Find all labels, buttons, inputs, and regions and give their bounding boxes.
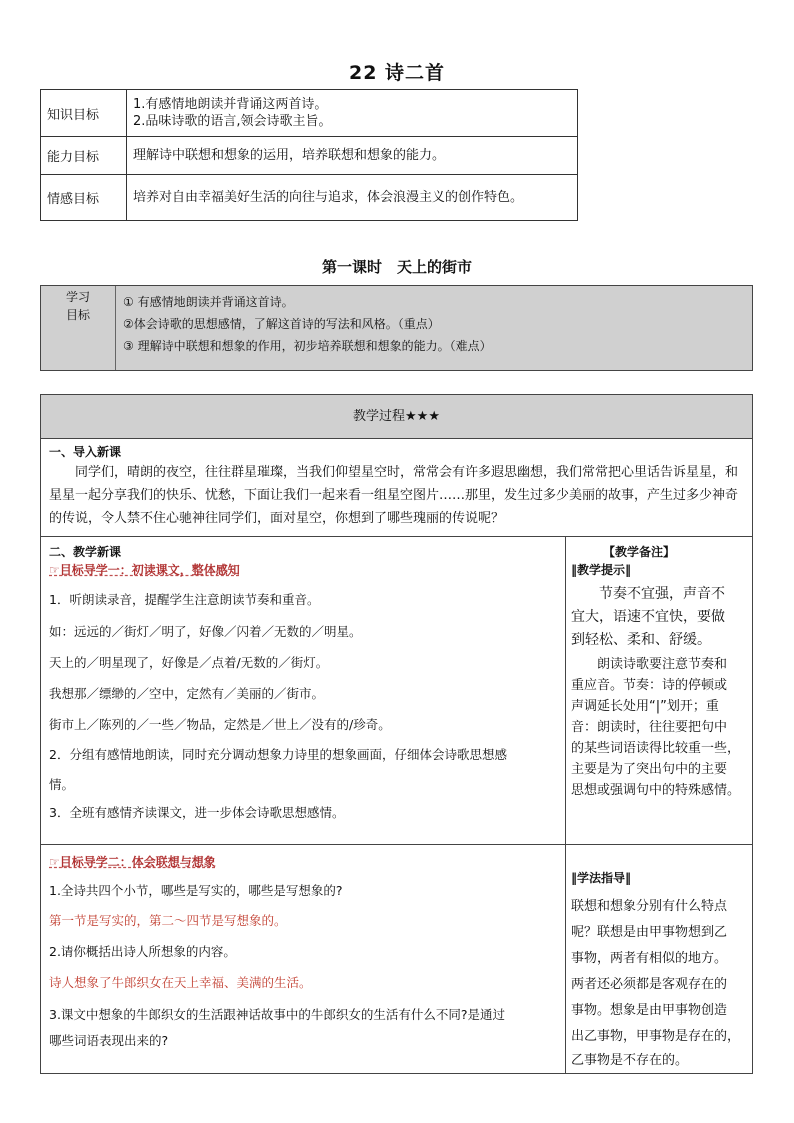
tip-line: 朗读诗歌要注意节奏和 — [571, 657, 728, 672]
study-item: ②体会诗歌的思想感情，了解这首诗的写法和风格。（重点） — [123, 317, 440, 331]
text-line: 情。 — [49, 777, 75, 792]
section-intro — [41, 439, 752, 537]
method-line: 联想和想象分别有什么特点 — [571, 899, 728, 914]
section-heading: 二、教学新课 — [49, 545, 122, 559]
goal-value — [127, 90, 578, 137]
study-label-line: 目标 — [65, 308, 90, 322]
text-line: 如：远远的／街灯／明了，好像／闪着／无数的／明星。 — [49, 624, 362, 639]
section-text: 同学们，晴朗的夜空，往往群星璀璨，当我们仰望星空时，常常会有许多遐思幽想，我们常常把心里话告诉星星，和星星一起分享我们的快乐、忧愁，下面让我们一起来看一组星空图片……那里，发生过多少美丽的故事，产生过多少神奇的传说，令人禁不住心驰神往同学们，面对星空，你想到了哪些瑰丽的传说呢？ — [49, 465, 739, 526]
section-heading: 一、导入新课 — [49, 445, 122, 459]
tip-heading: ‖教学提示‖ — [571, 563, 632, 577]
answer-line: 第一节是写实的，第二～四节是写想象的。 — [49, 913, 287, 928]
tip-line: 宜大，语速不宜快，要做 — [571, 609, 725, 625]
section-new-lesson — [41, 537, 565, 1074]
tip-line: 思想或强调句中的特殊感情。 — [571, 783, 741, 798]
tip-line: 到轻松、柔和、舒缓。 — [571, 632, 711, 648]
goal-value — [127, 137, 578, 175]
objectives-table — [40, 89, 578, 221]
answer-line: 诗人想象了牛郎织女在天上幸福、美满的生活。 — [49, 975, 312, 990]
study-objectives-box — [40, 285, 753, 371]
method-line: 两者还必须都是客观存在的 — [571, 977, 728, 992]
question-line: 哪些词语表现出来的? — [49, 1033, 169, 1048]
study-item: ③ 理解诗中联想和想象的作用，初步培养联想和想象的能力。（难点） — [123, 339, 492, 353]
text-line: 天上的／明星现了，好像是／点着/无数的／街灯。 — [49, 655, 329, 670]
tip-line: 重应音。节奏：诗的停顿或 — [571, 678, 728, 693]
goal-label: 情感目标 — [41, 175, 127, 221]
question-line: 1.全诗共四个小节，哪些是写实的，哪些是写想象的? — [49, 883, 343, 898]
goal-line: 1.有感情地朗读并背诵这两首诗。 — [133, 97, 328, 112]
page-title: 22 诗二首 — [348, 62, 446, 84]
notes-title: 【教学备注】 — [603, 545, 676, 559]
teaching-notes — [569, 537, 749, 1074]
tip-line: 声调延长处用“|”划开；重 — [571, 699, 719, 714]
goal-value — [127, 175, 578, 221]
method-line: 事物。想象是由甲事物创造 — [571, 1003, 728, 1018]
text-line: 街市上／陈列的／一些／物品，定然是／世上／没有的/珍奇。 — [49, 717, 391, 732]
question-line: 2.请你概括出诗人所想象的内容。 — [49, 944, 236, 959]
tip-line: 节奏不宜强，声音不 — [571, 586, 725, 602]
text-line: 1．听朗读录音，提醒学生注意朗读节奏和重音。 — [49, 592, 320, 607]
guide-heading: ☞目标导学一：初读课文，整体感知 — [49, 563, 240, 577]
goal-label: 知识目标 — [41, 90, 127, 137]
goal-line: 理解诗中联想和想象的运用，培养联想和想象的能力。 — [133, 148, 446, 163]
text-line: 2．分组有感情地朗读，同时充分调动想象力诗里的想象画面，仔细体会诗歌思想感 — [49, 747, 507, 762]
goal-line: 2.品味诗歌的语言,领会诗歌主旨。 — [133, 114, 332, 129]
method-line: 事物，两者有相似的地方。 — [571, 951, 728, 966]
text-line: 我想那／缥缈的／空中，定然有／美丽的／街市。 — [49, 686, 325, 701]
study-label-line: 学习 — [65, 290, 90, 304]
goal-label: 能力目标 — [41, 137, 127, 175]
teaching-process-table — [40, 394, 753, 1074]
method-heading: ‖学法指导‖ — [571, 871, 632, 885]
tip-line: 的某些词语读得比较重一些， — [571, 741, 741, 756]
question-line: 3.课文中想象的牛郎织女的生活跟神话故事中的牛郎织女的生活有什么不同?是通过 — [49, 1007, 506, 1022]
process-header: 教学过程★★★ — [41, 395, 752, 439]
method-line: 呢？联想是由甲事物想到乙 — [571, 925, 728, 940]
column-divider — [565, 537, 566, 1074]
study-items — [123, 291, 492, 357]
tip-line: 主要是为了突出句中的主要 — [571, 762, 728, 777]
tip-line: 音：朗读时，往往要把句中 — [571, 720, 728, 735]
goal-line: 培养对自由幸福美好生活的向往与追求，体会浪漫主义的创作特色。 — [133, 190, 524, 205]
guide-heading: ☞目标导学二：体会联想与想象 — [49, 855, 216, 869]
study-item: ① 有感情地朗读并背诵这首诗。 — [123, 295, 294, 309]
study-label — [41, 286, 116, 370]
text-line: 3．全班有感情齐读课文，进一步体会诗歌思想感情。 — [49, 805, 345, 820]
method-line: 出乙事物，甲事物是存在的， — [571, 1029, 741, 1044]
method-line: 乙事物是不存在的。 — [571, 1053, 689, 1068]
lesson-title: 第一课时 天上的街市 — [321, 258, 472, 276]
